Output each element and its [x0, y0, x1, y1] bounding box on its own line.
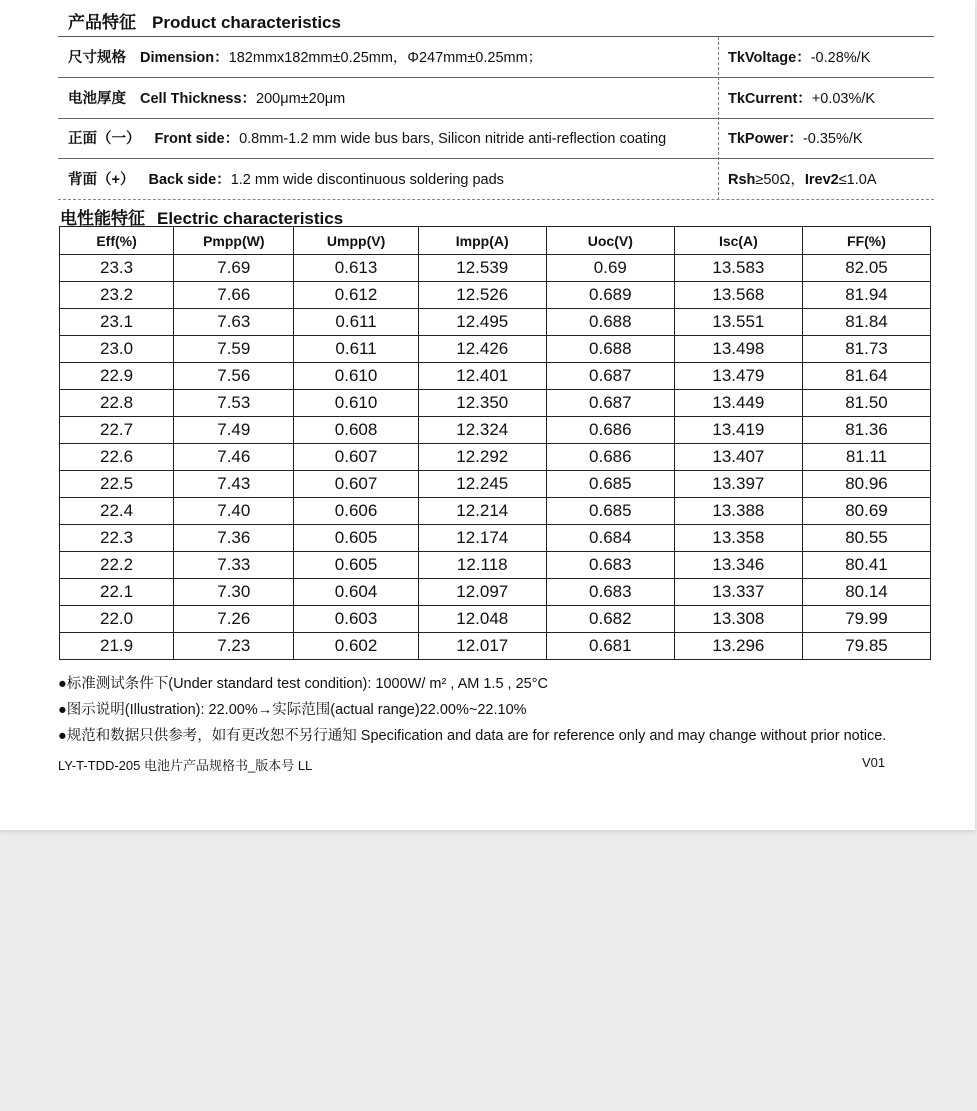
table-row: [60, 471, 931, 498]
table-cell: 7.23: [174, 633, 294, 660]
table-cell: 0.607: [294, 471, 418, 498]
header-uoc: Uoc(V): [546, 227, 674, 255]
table-cell: 13.397: [674, 471, 802, 498]
table-cell: 13.337: [674, 579, 802, 606]
note-illustration: ●图示说明(Illustration): 22.00%→实际范围(actual range)22.00%~22.10%: [58, 702, 527, 718]
table-cell: 79.85: [802, 633, 930, 660]
table-cell: 13.449: [674, 390, 802, 417]
table-cell: 12.245: [418, 471, 546, 498]
table-cell: 7.49: [174, 417, 294, 444]
table-cell: 0.688: [546, 336, 674, 363]
table-cell: 7.56: [174, 363, 294, 390]
header-isc: Isc(A): [674, 227, 802, 255]
table-cell: 0.604: [294, 579, 418, 606]
table-cell: 0.607: [294, 444, 418, 471]
table-cell: 12.048: [418, 606, 546, 633]
note-disclaimer: ●规范和数据只供参考，如有更改恕不另行通知 Specification and data are for reference only and may change without prior notice.: [58, 728, 887, 744]
table-body: [60, 255, 931, 660]
table-cell: 0.683: [546, 552, 674, 579]
table-cell: 79.99: [802, 606, 930, 633]
table-row: [60, 525, 931, 552]
table-cell: 0.612: [294, 282, 418, 309]
table-cell: 13.407: [674, 444, 802, 471]
table-cell: 13.583: [674, 255, 802, 282]
table-cell: 0.605: [294, 525, 418, 552]
table-cell: 7.40: [174, 498, 294, 525]
table-cell: 0.608: [294, 417, 418, 444]
table-cell: 22.1: [60, 579, 174, 606]
table-cell: 12.426: [418, 336, 546, 363]
table-cell: 23.3: [60, 255, 174, 282]
table-cell: 81.94: [802, 282, 930, 309]
table-cell: 13.498: [674, 336, 802, 363]
table-cell: 80.55: [802, 525, 930, 552]
table-cell: 0.685: [546, 471, 674, 498]
note-test-condition: ●标准测试条件下(Under standard test condition): 1000W/ m² , AM 1.5 , 25°C: [58, 676, 549, 692]
table-row: [60, 309, 931, 336]
table-cell: 81.11: [802, 444, 930, 471]
table-cell: 0.603: [294, 606, 418, 633]
table-cell: 80.41: [802, 552, 930, 579]
header-umpp: Umpp(V): [294, 227, 418, 255]
table-cell: 22.5: [60, 471, 174, 498]
table-cell: 12.214: [418, 498, 546, 525]
table-cell: 13.479: [674, 363, 802, 390]
table-cell: 7.33: [174, 552, 294, 579]
table-cell: 0.687: [546, 390, 674, 417]
table-cell: 22.7: [60, 417, 174, 444]
table-row: [60, 552, 931, 579]
table-cell: 13.296: [674, 633, 802, 660]
table-cell: 0.610: [294, 363, 418, 390]
table-cell: 21.9: [60, 633, 174, 660]
header-impp: Impp(A): [418, 227, 546, 255]
table-row: [60, 255, 931, 282]
table-cell: 22.4: [60, 498, 174, 525]
product-characteristics-box: [58, 36, 934, 200]
table-row: [60, 498, 931, 525]
table-cell: 0.606: [294, 498, 418, 525]
table-cell: 22.0: [60, 606, 174, 633]
table-cell: 81.73: [802, 336, 930, 363]
table-row: [60, 579, 931, 606]
table-cell: 81.36: [802, 417, 930, 444]
table-cell: 12.017: [418, 633, 546, 660]
table-cell: 13.568: [674, 282, 802, 309]
table-cell: 12.495: [418, 309, 546, 336]
table-cell: 12.401: [418, 363, 546, 390]
table-cell: 22.3: [60, 525, 174, 552]
table-cell: 12.324: [418, 417, 546, 444]
table-cell: 22.6: [60, 444, 174, 471]
table-row: [60, 282, 931, 309]
product-row-front-side: 正面（一） Front side：0.8mm-1.2 mm wide bus bars, Silicon nitride anti-reflection coating TkPower：-0.35%/K: [58, 118, 934, 159]
table-cell: 0.611: [294, 336, 418, 363]
table-cell: 12.097: [418, 579, 546, 606]
table-cell: 7.69: [174, 255, 294, 282]
table-cell: 81.64: [802, 363, 930, 390]
table-cell: 81.84: [802, 309, 930, 336]
table-cell: 7.30: [174, 579, 294, 606]
product-row-dimension: 尺寸规格 Dimension：182mmx182mm±0.25mm，Φ247mm±0.25mm； TkVoltage：-0.28%/K: [58, 37, 934, 78]
table-row: [60, 444, 931, 471]
table-row: [60, 606, 931, 633]
table-row: [60, 633, 931, 660]
table-cell: 23.0: [60, 336, 174, 363]
table-cell: 7.53: [174, 390, 294, 417]
table-cell: 0.684: [546, 525, 674, 552]
table-cell: 12.174: [418, 525, 546, 552]
table-cell: 7.36: [174, 525, 294, 552]
table-cell: 23.2: [60, 282, 174, 309]
table-cell: 0.681: [546, 633, 674, 660]
table-cell: 13.358: [674, 525, 802, 552]
table-cell: 12.526: [418, 282, 546, 309]
table-cell: 22.9: [60, 363, 174, 390]
table-row: [60, 417, 931, 444]
table-cell: 0.602: [294, 633, 418, 660]
table-cell: 82.05: [802, 255, 930, 282]
table-cell: 81.50: [802, 390, 930, 417]
table-cell: 12.539: [418, 255, 546, 282]
table-cell: 0.605: [294, 552, 418, 579]
table-cell: 7.66: [174, 282, 294, 309]
header-ff: FF(%): [802, 227, 930, 255]
table-cell: 13.308: [674, 606, 802, 633]
table-cell: 0.689: [546, 282, 674, 309]
table-cell: 0.686: [546, 417, 674, 444]
table-row: [60, 336, 931, 363]
table-cell: 0.610: [294, 390, 418, 417]
footer-version: V01: [862, 755, 886, 770]
table-cell: 13.388: [674, 498, 802, 525]
product-section-title: 产品特征 Product characteristics: [68, 13, 341, 32]
product-row-thickness: 电池厚度 Cell Thickness：200μm±20μm TkCurrent：+0.03%/K: [58, 78, 934, 119]
table-cell: 0.685: [546, 498, 674, 525]
table-cell: 7.43: [174, 471, 294, 498]
electric-section-title: 电性能特征 Electric characteristics: [60, 209, 344, 228]
table-cell: 7.46: [174, 444, 294, 471]
table-cell: 13.419: [674, 417, 802, 444]
table-cell: 7.59: [174, 336, 294, 363]
table-cell: 23.1: [60, 309, 174, 336]
header-eff: Eff(%): [60, 227, 174, 255]
header-pmpp: Pmpp(W): [174, 227, 294, 255]
table-cell: 12.350: [418, 390, 546, 417]
table-cell: 7.63: [174, 309, 294, 336]
table-cell: 0.686: [546, 444, 674, 471]
table-cell: 0.688: [546, 309, 674, 336]
table-cell: 80.69: [802, 498, 930, 525]
footer-doc-id: LY-T-TDD-205 电池片产品规格书_版本号 LL: [58, 758, 313, 773]
table-cell: 12.118: [418, 552, 546, 579]
table-row: [60, 390, 931, 417]
table-cell: 80.96: [802, 471, 930, 498]
table-cell: 0.613: [294, 255, 418, 282]
table-header-row: [60, 227, 931, 255]
table-cell: 0.687: [546, 363, 674, 390]
table-cell: 7.26: [174, 606, 294, 633]
product-row-back-side: 背面（+） Back side：1.2 mm wide discontinuous soldering pads Rsh≥50Ω，Irev2≤1.0A: [58, 159, 934, 200]
table-cell: 0.683: [546, 579, 674, 606]
table-cell: 0.682: [546, 606, 674, 633]
table-row: [60, 363, 931, 390]
electric-characteristics-table: [59, 226, 931, 660]
table-cell: 22.8: [60, 390, 174, 417]
table-cell: 0.611: [294, 309, 418, 336]
table-cell: 22.2: [60, 552, 174, 579]
table-cell: 12.292: [418, 444, 546, 471]
table-cell: 0.69: [546, 255, 674, 282]
table-cell: 13.551: [674, 309, 802, 336]
table-cell: 80.14: [802, 579, 930, 606]
table-cell: 13.346: [674, 552, 802, 579]
